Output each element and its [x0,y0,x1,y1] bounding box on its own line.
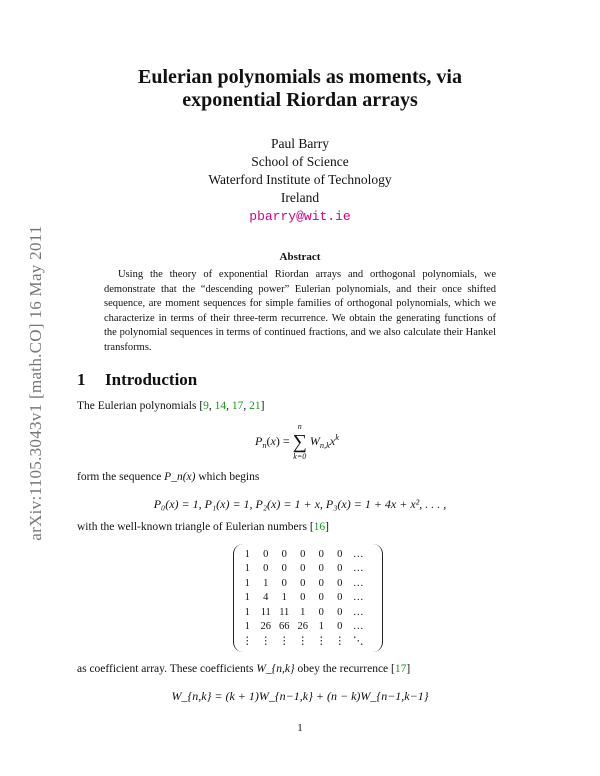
matrix-cell: 1 [244,592,250,604]
matrix-row [238,620,368,635]
matrix-cell: ⋮ [260,636,271,648]
section-title: Introduction [105,370,198,389]
matrix-cell: 0 [300,592,306,604]
eulerian-polynomial-definition: $P_n(x)$ = n ∑ k=0 $W_{n,k}x^k$ [255,422,339,461]
matrix-cell: 0 [263,548,269,560]
matrix-row [238,547,368,562]
matrix-cell: … [353,606,364,618]
author-email-link[interactable]: pbarry@wit.ie [249,209,351,224]
matrix-cell: ⋮ [316,636,327,648]
recurrence-equation: W_{n,k} = (k + 1)W_{n−1,k} + (n − k)W_{n−1,k−1} [171,689,429,703]
matrix-cell: 0 [318,548,324,560]
matrix-cell: 66 [279,621,290,633]
matrix-cell: … [353,592,364,604]
matrix-cell: 1 [244,563,250,575]
intro-paragraph-4: as coefficient array. These coefficients W_{n,k} obey the recurrence [17] [77,663,411,675]
matrix-row [238,591,368,606]
matrix-cell: 4 [263,592,269,604]
matrix-cell: … [353,577,364,589]
matrix-cell: 1 [263,577,269,589]
matrix-cell: 1 [318,621,324,633]
abstract-heading: Abstract [279,251,321,263]
matrix-cell: 1 [244,606,250,618]
matrix-cell: 26 [297,621,308,633]
matrix-row [238,576,368,591]
matrix-cell: 0 [337,548,343,560]
matrix-row [238,634,368,649]
matrix-row [238,605,368,620]
matrix-cell: 0 [281,563,287,575]
ref-link-14[interactable]: 14 [214,400,227,412]
matrix-cell: 0 [300,548,306,560]
matrix-cell: 1 [300,606,306,618]
ref-link-17b[interactable]: 17 [394,663,407,675]
paper-title-line2: exponential Riordan arrays [182,89,418,111]
author-dept: School of Science [251,154,349,169]
matrix-cell: … [353,563,364,575]
matrix-cell: ⋮ [334,636,345,648]
matrix-cell: 0 [337,577,343,589]
matrix-cell: 0 [337,592,343,604]
first-values-equation: P₀(x) = 1, P₁(x) = 1, P₂(x) = 1 + x, P₃(x) = 1 + 4x + x², . . . , [153,497,447,511]
matrix-cell: 11 [279,606,290,618]
page-number: 1 [297,722,303,734]
matrix-cell: ⋮ [242,636,253,648]
matrix-cell: ⋮ [297,636,308,648]
eulerian-triangle-matrix [233,544,383,652]
matrix-cell: 0 [337,621,343,633]
ref-link-16[interactable]: 16 [313,521,326,533]
matrix-cell: 0 [318,577,324,589]
paper-title-line1: Eulerian polynomials as moments, via [138,66,462,88]
matrix-cell: 0 [337,606,343,618]
matrix-cell: 0 [318,592,324,604]
matrix-cell: 0 [281,577,287,589]
author-name: Paul Barry [270,136,330,151]
ref-link-17[interactable]: 17 [231,400,244,412]
abstract-text: Using the theory of exponential Riordan arrays and orthogonal polynomials, we demonstrate that the “descending power” Eulerian polynomials, and their once shifted sequence, are moment sequences for simple families of orthogonal polynomials, which we characterize in terms of their three-term recurrence. We obtain the generating functions of the polynomial sequences in terms of continued fractions, and we also calculate their Hankel transforms. [104,269,496,353]
matrix-cell: 1 [244,577,250,589]
matrix-cell: ⋱ [353,636,364,648]
arxiv-identifier: arXiv:1105.3043v1 [math.CO] 16 May 2011 [26,225,45,541]
matrix-cell: 0 [263,563,269,575]
matrix-cell: 0 [318,606,324,618]
author-country: Ireland [280,190,320,205]
matrix-row [238,562,368,577]
matrix-cell: … [353,621,364,633]
matrix-cell: 11 [260,606,271,618]
author-institute: Waterford Institute of Technology [208,172,392,187]
matrix-cell: 0 [300,577,306,589]
intro-paragraph-1: The Eulerian polynomials [9, 14, 17, 21] [77,400,265,412]
ref-link-21[interactable]: 21 [249,400,261,412]
matrix-cell: 1 [244,621,250,633]
matrix-cell: … [353,548,364,560]
matrix-cell: 0 [318,563,324,575]
matrix-cell: 1 [281,592,287,604]
intro-paragraph-3: with the well-known triangle of Eulerian numbers [16] [77,521,329,533]
matrix-cell: ⋮ [279,636,290,648]
matrix-cell: 0 [337,563,343,575]
section-heading [77,370,197,390]
section-number: 1 [77,370,86,389]
matrix-cell: 0 [300,563,306,575]
matrix-cell: 0 [281,548,287,560]
matrix-cell: 26 [260,621,271,633]
ref-link-9[interactable]: 9 [203,400,209,412]
matrix-cell: 1 [244,548,250,560]
intro-paragraph-2: form the sequence P_n(x) which begins [77,471,260,483]
